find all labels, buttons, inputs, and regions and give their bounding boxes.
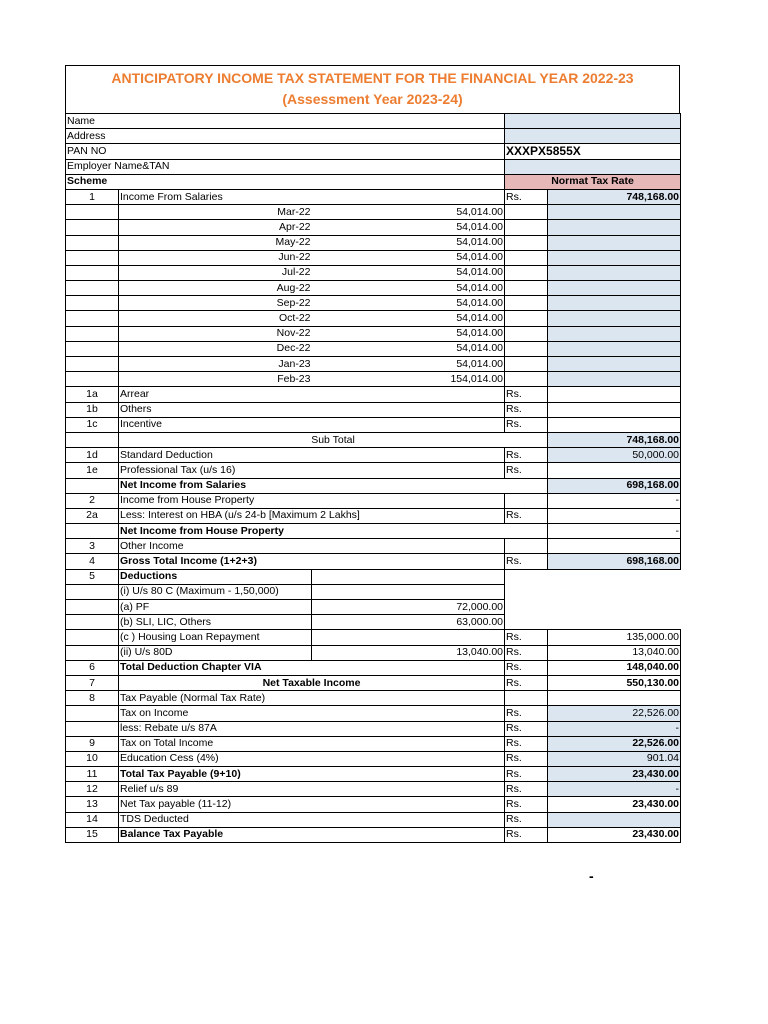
month-amount[interactable]: 54,014.00 [312,296,505,311]
table-row: 1 Income From Salaries Rs. 748,168.00 [66,189,681,204]
month-amount[interactable]: 54,014.00 [312,205,505,220]
month-label: Dec-22 [119,341,312,356]
month-row [66,296,681,311]
table-row: 1d Standard Deduction Rs. 50,000.00 [66,448,681,463]
table-row: less: Rebate u/s 87A Rs. - [66,721,681,736]
table-row: (ii) U/s 80D 13,040.00 Rs. 13,040.00 [66,645,681,660]
month-label: Jul-22 [119,265,312,280]
month-row [66,357,681,372]
month-label: Oct-22 [119,311,312,326]
month-amount[interactable]: 54,014.00 [312,281,505,296]
month-label: Jun-22 [119,250,312,265]
scheme-label: Scheme [66,174,505,189]
name-label: Name [66,114,505,129]
table-row: 10 Education Cess (4%) Rs. 901.04 [66,751,681,766]
table-row: 1e Professional Tax (u/s 16) Rs. [66,463,681,478]
month-amount[interactable]: 54,014.00 [312,341,505,356]
employer-value-cell[interactable] [505,159,681,174]
table-row: 14 TDS Deducted Rs. [66,812,681,827]
month-row [66,372,681,387]
month-row [66,205,681,220]
month-amount[interactable]: 54,014.00 [312,220,505,235]
month-amount[interactable]: 154,014.00 [312,372,505,387]
statement-title: ANTICIPATORY INCOME TAX STATEMENT FOR THE FINANCIAL YEAR 2022-23 [111,70,634,86]
month-amount[interactable]: 54,014.00 [312,265,505,280]
table-row: 5 Deductions [66,569,681,584]
table-row: Net Income from House Property - [66,524,681,539]
table-row: 1a Arrear Rs. [66,387,681,402]
title-block [65,65,680,113]
month-row [66,235,681,250]
month-row [66,326,681,341]
pan-label: PAN NO [66,144,505,159]
table-row: 6 Total Deduction Chapter VIA Rs. 148,040.00 [66,660,681,675]
table-row: 12 Relief u/s 89 Rs. - [66,782,681,797]
address-label: Address [66,129,505,144]
salary-total[interactable]: 748,168.00 [548,189,681,204]
table-row: 2a Less: Interest on HBA (u/s 24-b [Maximum 2 Lakhs] Rs. [66,508,681,523]
table-row [66,432,681,447]
month-amount[interactable]: 54,014.00 [312,326,505,341]
table-row: 15 Balance Tax Payable Rs. 23,430.00 [66,827,681,842]
monthly-salary-rows [66,205,681,387]
month-row [66,281,681,296]
month-amount[interactable]: 54,014.00 [312,235,505,250]
month-label: Jan-23 [119,357,312,372]
tax-statement-sheet [65,65,680,843]
table-row: (b) SLI, LIC, Others 63,000.00 [66,615,681,630]
employer-label: Employer Name&TAN [66,159,505,174]
month-label: May-22 [119,235,312,250]
month-label: Mar-22 [119,205,312,220]
month-label: Sep-22 [119,296,312,311]
month-row [66,341,681,356]
month-amount[interactable]: 54,014.00 [312,357,505,372]
subtotal-label: Sub Total [119,432,548,447]
month-label: Feb-23 [119,372,312,387]
table-row: 3 Other Income [66,539,681,554]
month-amount[interactable]: 54,014.00 [312,311,505,326]
scheme-value[interactable]: Normat Tax Rate [505,174,681,189]
table-row: 1c Incentive Rs. [66,417,681,432]
pan-value[interactable]: XXXPX5855X [505,144,681,159]
month-row [66,265,681,280]
table-row: 11 Total Tax Payable (9+10) Rs. 23,430.00 [66,767,681,782]
month-label: Aug-22 [119,281,312,296]
table-row: 2 Income from House Property - [66,493,681,508]
name-value-cell[interactable] [505,114,681,129]
footer-mark: - [589,868,594,884]
table-row: 7 Net Taxable Income Rs. 550,130.00 [66,675,681,690]
month-row [66,250,681,265]
month-row [66,311,681,326]
month-row [66,220,681,235]
table-row: 13 Net Tax payable (11-12) Rs. 23,430.00 [66,797,681,812]
table-row: Net Income from Salaries 698,168.00 [66,478,681,493]
month-label: Nov-22 [119,326,312,341]
assessment-year-subtitle: (Assessment Year 2023-24) [282,91,463,107]
table-row: (c ) Housing Loan Repayment Rs. 135,000.00 [66,630,681,645]
subtotal-value[interactable]: 748,168.00 [548,432,681,447]
table-row: 9 Tax on Total Income Rs. 22,526.00 [66,736,681,751]
table-row: 4 Gross Total Income (1+2+3) Rs. 698,168.00 [66,554,681,569]
table-row: Tax on Income Rs. 22,526.00 [66,706,681,721]
address-value-cell[interactable] [505,129,681,144]
month-amount[interactable]: 54,014.00 [312,250,505,265]
table-row: (a) PF 72,000.00 [66,600,681,615]
table-row: 8 Tax Payable (Normal Tax Rate) [66,691,681,706]
statement-table [65,113,681,843]
month-label: Apr-22 [119,220,312,235]
table-row: (i) U/s 80 C (Maximum - 1,50,000) [66,584,681,599]
table-row: 1b Others Rs. [66,402,681,417]
